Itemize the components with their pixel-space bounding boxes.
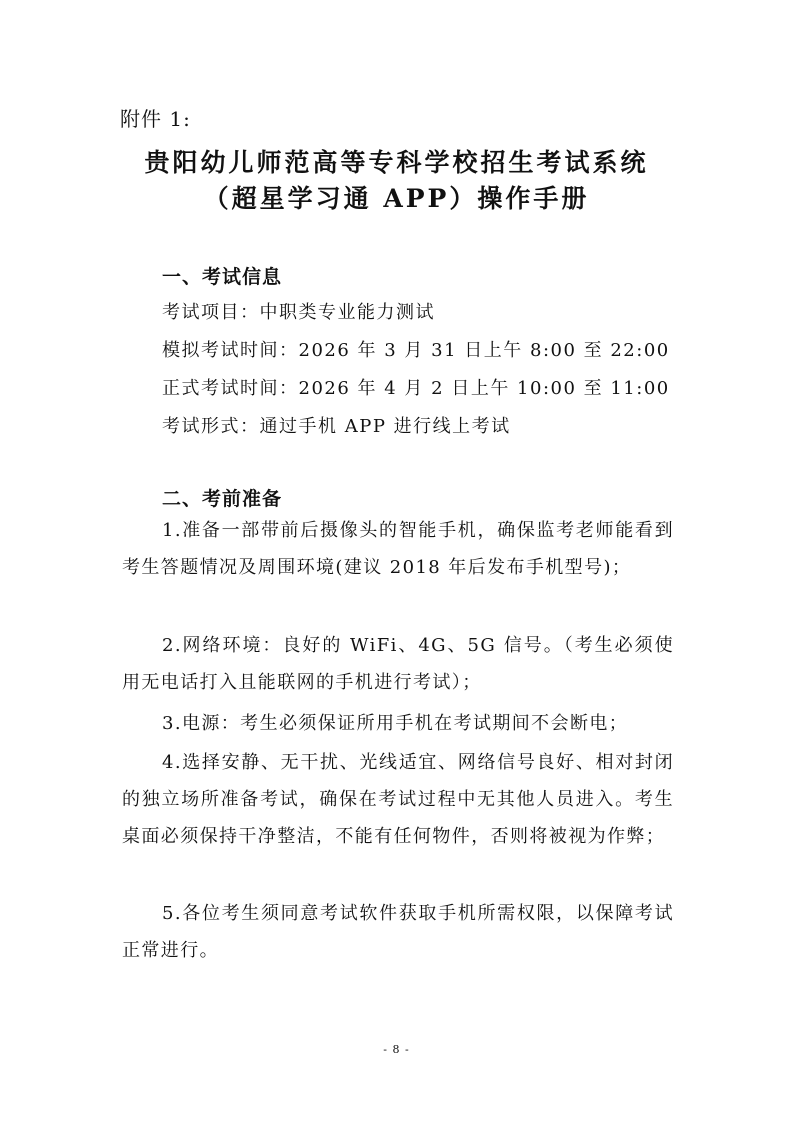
preparation-item: 1.准备一部带前后摄像头的智能手机，确保监考老师能看到考生答题情况及周围环境(建议 2018 年后发布手机型号)； [122, 520, 674, 578]
document-title-line-2: （超星学习通 APP）操作手册 [203, 184, 590, 213]
exam-info-item: 考试形式：通过手机 APP 进行线上考试 [162, 416, 511, 437]
exam-info-item: 考试项目：中职类专业能力测试 [162, 302, 435, 323]
document-title-line-1: 贵阳幼儿师范高等专科学校招生考试系统 [144, 148, 649, 177]
exam-info-item: 模拟考试时间：2026 年 3 月 31 日上午 8:00 至 22:00 [162, 340, 670, 361]
preparation-item: 3.电源：考生必须保证所用手机在考试期间不会断电； [162, 713, 629, 734]
preparation-item: 5.各位考生须同意考试软件获取手机所需权限，以保障考试正常进行。 [122, 903, 674, 961]
exam-info-item: 正式考试时间：2026 年 4 月 2 日上午 10:00 至 11:00 [162, 378, 670, 399]
preparation-item: 4.选择安静、无干扰、光线适宜、网络信号良好、相对封闭的独立场所准备考试，确保在考试过程中无其他人员进入。考生桌面必须保持干净整洁，不能有任何物件，否则将被视为作弊； [122, 752, 674, 847]
annex-label: 附件 1: [120, 107, 191, 131]
page-number: - 8 - [383, 1043, 410, 1056]
section-heading-preparation: 二、考前准备 [162, 488, 283, 510]
preparation-item: 2.网络环境：良好的 WiFi、4G、5G 信号。（考生必须使用无电话打入且能联网的手机进行考试）； [122, 635, 674, 693]
section-heading-exam-info: 一、考试信息 [162, 266, 283, 288]
